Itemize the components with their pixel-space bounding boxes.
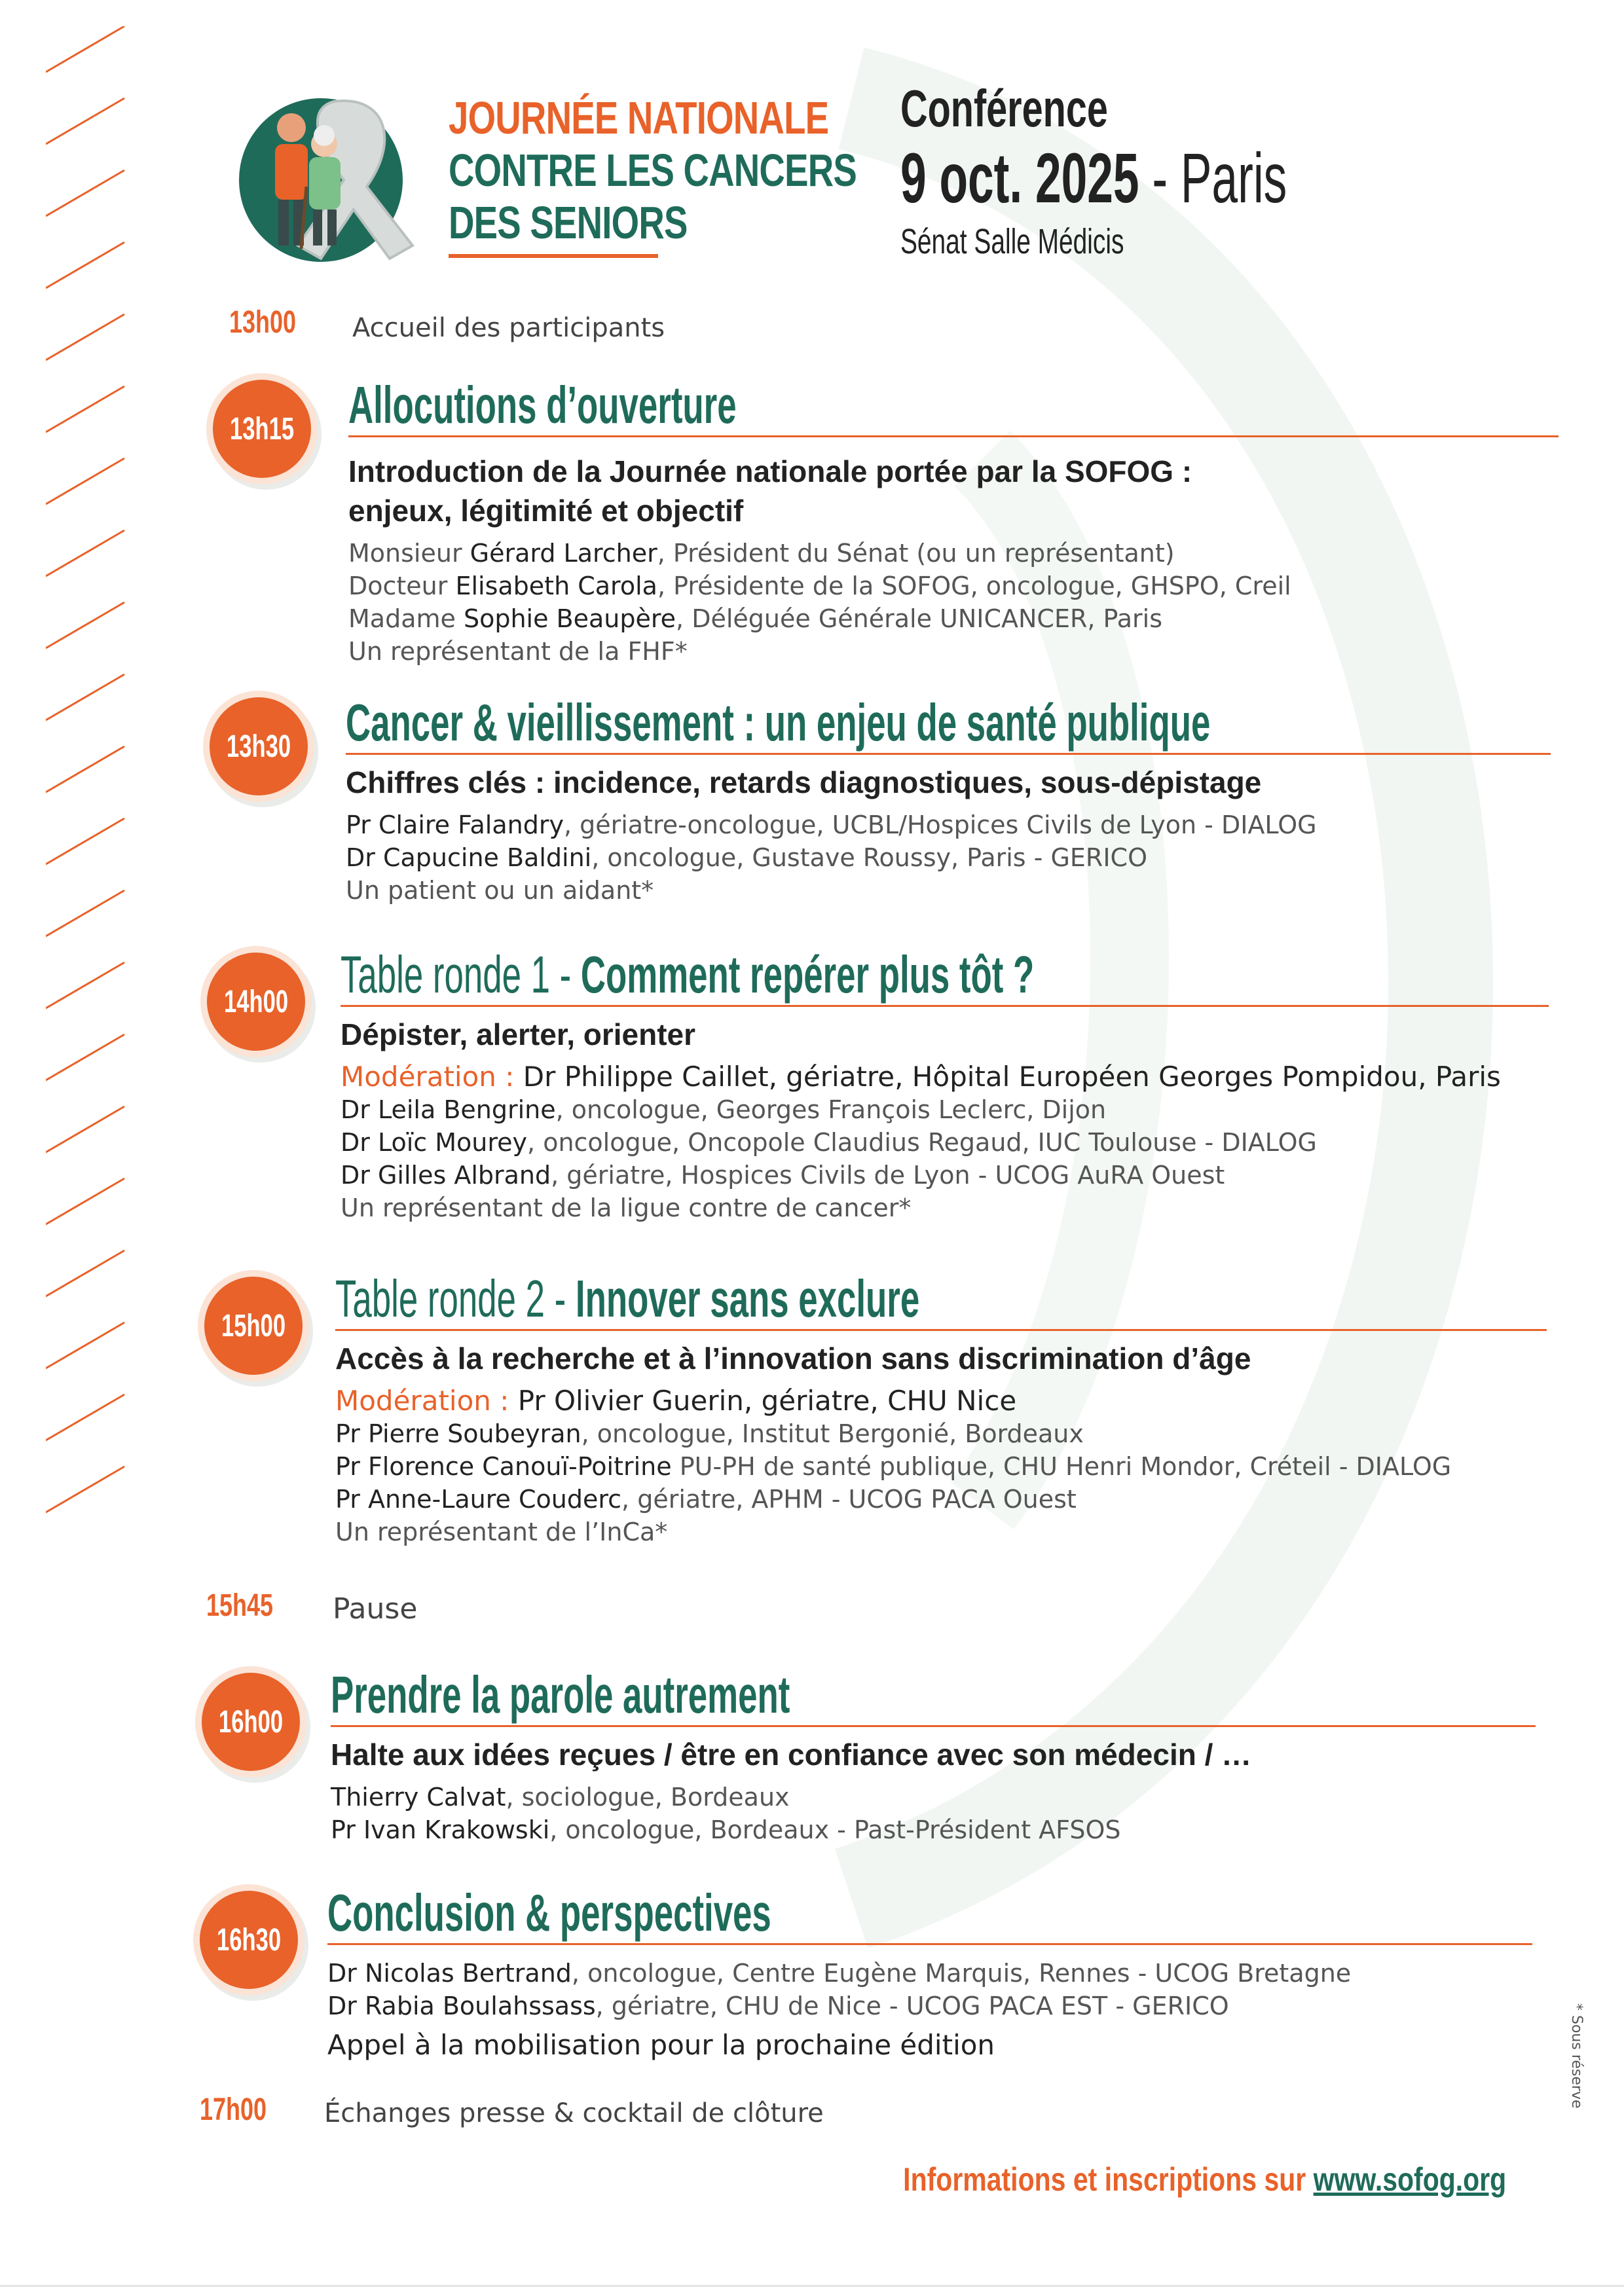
speaker-list [346, 809, 1551, 907]
speaker-role: , oncologue, Institut Bergonié, Bordeaux [581, 1419, 1084, 1448]
session-subtitle: Chiffres clés : incidence, retards diagnostiques, sous-dépistage [346, 765, 1262, 799]
speaker-name: Dr Loïc Mourey [341, 1128, 528, 1157]
hatch-decoration [46, 26, 144, 1532]
speaker-list [348, 537, 1559, 668]
event-title [449, 92, 972, 258]
session-rule [341, 1005, 1549, 1007]
speaker-name: Elisabeth Carola [455, 572, 657, 600]
speaker-name: Dr Nicolas Bertrand [327, 1959, 572, 1988]
speaker-line [335, 1450, 1547, 1483]
speaker-line [327, 1957, 1532, 1990]
speaker-line [348, 635, 1559, 668]
conference-date-line [900, 139, 1287, 217]
speaker-name: Dr Capucine Baldini [346, 843, 592, 872]
session-subtitle: Accès à la recherche et à l’innovation sans discrimination d’âge [335, 1341, 1251, 1376]
closing-note: Appel à la mobilisation pour la prochaine édition [327, 2029, 995, 2061]
speaker-line [341, 1192, 1549, 1224]
speaker-line [327, 1990, 1532, 2022]
speaker-role: , oncologue, Oncopole Claudius Regaud, IUC Toulouse - DIALOG [527, 1128, 1317, 1157]
event-logo [236, 82, 432, 278]
time-welcome: 13h00 [229, 305, 297, 340]
speaker-name: Dr Rabia Boulahssass [327, 1992, 596, 2020]
speaker-line [335, 1483, 1547, 1516]
speaker-line [331, 1781, 1536, 1813]
speaker-role: Un représentant de l’InCa* [335, 1518, 668, 1546]
event-title-line3: DES SENIORS [449, 197, 688, 248]
speaker-line: Monsieur Gérard Larcher, Président du Sénat (ou un représentant) [348, 539, 1175, 568]
session-subtitle: Dépister, alerter, orienter [341, 1017, 696, 1051]
session-speak-differently [331, 1666, 1536, 1846]
speaker-role: , oncologue, Centre Eugène Marquis, Rennes - UCOG Bretagne [571, 1959, 1352, 1988]
speaker-role: Un représentant de la ligue contre de cancer* [341, 1194, 912, 1222]
speaker-role: PU-PH de santé publique, CHU Henri Mondor, Créteil - DIALOG [671, 1452, 1452, 1481]
speaker-role: , oncologue, Gustave Roussy, Paris - GERICO [591, 843, 1147, 872]
speaker-role: , gériatre, CHU de Nice - UCOG PACA EST - GERICO [595, 1992, 1229, 2020]
speaker-role: , Présidente de la SOFOG, oncologue, GHSPO, Creil [657, 572, 1291, 600]
session-rule [331, 1725, 1536, 1727]
badge-15h00: 15h00 [204, 1277, 303, 1375]
session-rule [327, 1943, 1532, 1945]
speaker-line [341, 1093, 1549, 1126]
session-title: Table ronde 2 - Innover sans exclure [335, 1269, 920, 1328]
session-rule [348, 435, 1559, 437]
speaker-name: Dr Gilles Albrand [341, 1161, 551, 1190]
speaker-line [331, 1813, 1536, 1846]
session-title: Table ronde 1 - Comment repérer plus tôt ? [341, 945, 1035, 1004]
speaker-list [327, 1957, 1532, 2022]
badge-13h15: 13h15 [213, 380, 311, 478]
moderator-line: Modération : Pr Olivier Guerin, gériatre, CHU Nice [335, 1385, 1017, 1417]
badge-14h00: 14h00 [207, 953, 305, 1051]
speaker-role: , Président du Sénat (ou un représentant) [657, 539, 1175, 568]
session-opening [348, 376, 1559, 668]
speaker-name: Pr Claire Falandry [346, 811, 564, 839]
session-subtitle: Introduction de la Journée nationale portée par la SOFOG : [348, 454, 1192, 488]
speaker-role: Un représentant de la FHF* [348, 637, 688, 666]
speaker-list [341, 1061, 1549, 1224]
speaker-line: Madame Sophie Beaupère, Déléguée Générale UNICANCER, Paris [348, 604, 1163, 633]
conference-venue: Sénat Salle Médicis [900, 222, 1124, 261]
speaker-role: , sociologue, Bordeaux [506, 1783, 790, 1812]
event-title-line1: JOURNÉE NATIONALE [449, 92, 829, 143]
badge-13h30: 13h30 [210, 697, 308, 795]
side-note: * Sous réserve [1568, 2003, 1585, 2109]
speaker-line [346, 809, 1551, 841]
session-round-table-1 [341, 946, 1549, 1224]
conference-info [900, 79, 1486, 262]
speaker-role: , oncologue, Georges François Leclerc, Dijon [555, 1095, 1107, 1124]
event-title-line2: CONTRE LES CANCERS [449, 145, 857, 196]
session-title: Cancer & vieillissement : un enjeu de santé publique [346, 693, 1211, 752]
speaker-name: Thierry Calvat [331, 1783, 506, 1812]
speaker-line [335, 1417, 1547, 1450]
badge-16h00: 16h00 [202, 1673, 300, 1771]
speaker-line [346, 874, 1551, 907]
speaker-role: , gériatre, Hospices Civils de Lyon - UCOG AuRA Ouest [551, 1161, 1225, 1190]
speaker-role: , gériatre-oncologue, UCBL/Hospices Civils de Lyon - DIALOG [563, 811, 1317, 839]
moderator-line: Modération : Dr Philippe Caillet, gériatre, Hôpital Européen Georges Pompidou, Paris [341, 1061, 1501, 1093]
speaker-name: Sophie Beaupère [463, 604, 676, 633]
conference-date: 9 oct. 2025 [900, 138, 1139, 217]
speaker-name: Dr Leila Bengrine [341, 1095, 556, 1124]
speaker-name: Gérard Larcher [470, 539, 657, 568]
website-link[interactable]: www.sofog.org [1313, 2161, 1506, 2198]
conference-city: - Paris [1139, 138, 1287, 217]
session-subtitle-cont: enjeux, légitimité et objectif [348, 494, 744, 528]
session-rule [346, 753, 1551, 755]
conference-label: Conférence [900, 79, 1108, 137]
speaker-role: , oncologue, Bordeaux - Past-Président AFSOS [549, 1815, 1121, 1844]
welcome-label: Accueil des participants [352, 313, 665, 343]
speaker-role: Un patient ou un aidant* [346, 876, 654, 905]
session-subtitle: Halte aux idées reçues / être en confiance avec son médecin / … [331, 1738, 1252, 1772]
speaker-line [346, 841, 1551, 874]
session-round-table-2 [335, 1270, 1547, 1548]
panelists [335, 1417, 1547, 1548]
registration-info: Informations et inscriptions sur www.sofog.org [902, 2161, 1506, 2198]
badge-16h30: 16h30 [200, 1891, 298, 1989]
speaker-name: Pr Anne-Laure Couderc [335, 1485, 622, 1514]
session-cancer-ageing [346, 694, 1551, 907]
speaker-list [335, 1385, 1547, 1548]
pause-label: Pause [333, 1592, 418, 1626]
panelists [341, 1093, 1549, 1224]
speaker-role: , Déléguée Générale UNICANCER, Paris [676, 604, 1163, 633]
speaker-role: , gériatre, APHM - UCOG PACA Ouest [621, 1485, 1077, 1514]
session-rule [335, 1329, 1547, 1331]
time-pause: 15h45 [206, 1588, 274, 1623]
session-title: Prendre la parole autrement [331, 1666, 790, 1724]
bottom-rule [0, 2285, 1624, 2287]
speaker-name: Pr Pierre Soubeyran [335, 1419, 581, 1448]
session-title: Conclusion & perspectives [327, 1884, 771, 1942]
session-conclusion [327, 1884, 1532, 2062]
speaker-list [331, 1781, 1536, 1846]
speaker-line [341, 1159, 1549, 1192]
speaker-line [341, 1126, 1549, 1159]
title-underline [449, 254, 658, 258]
speaker-name: Pr Florence Canouï-Poitrine [335, 1452, 672, 1481]
end-label: Échanges presse & cocktail de clôture [324, 2098, 824, 2128]
speaker-line: Docteur Elisabeth Carola, Présidente de la SOFOG, oncologue, GHSPO, Creil [348, 572, 1291, 600]
speaker-name: Pr Ivan Krakowski [331, 1815, 550, 1844]
time-end: 17h00 [200, 2092, 267, 2127]
session-title: Allocutions d’ouverture [348, 376, 737, 434]
speaker-line [335, 1516, 1547, 1548]
